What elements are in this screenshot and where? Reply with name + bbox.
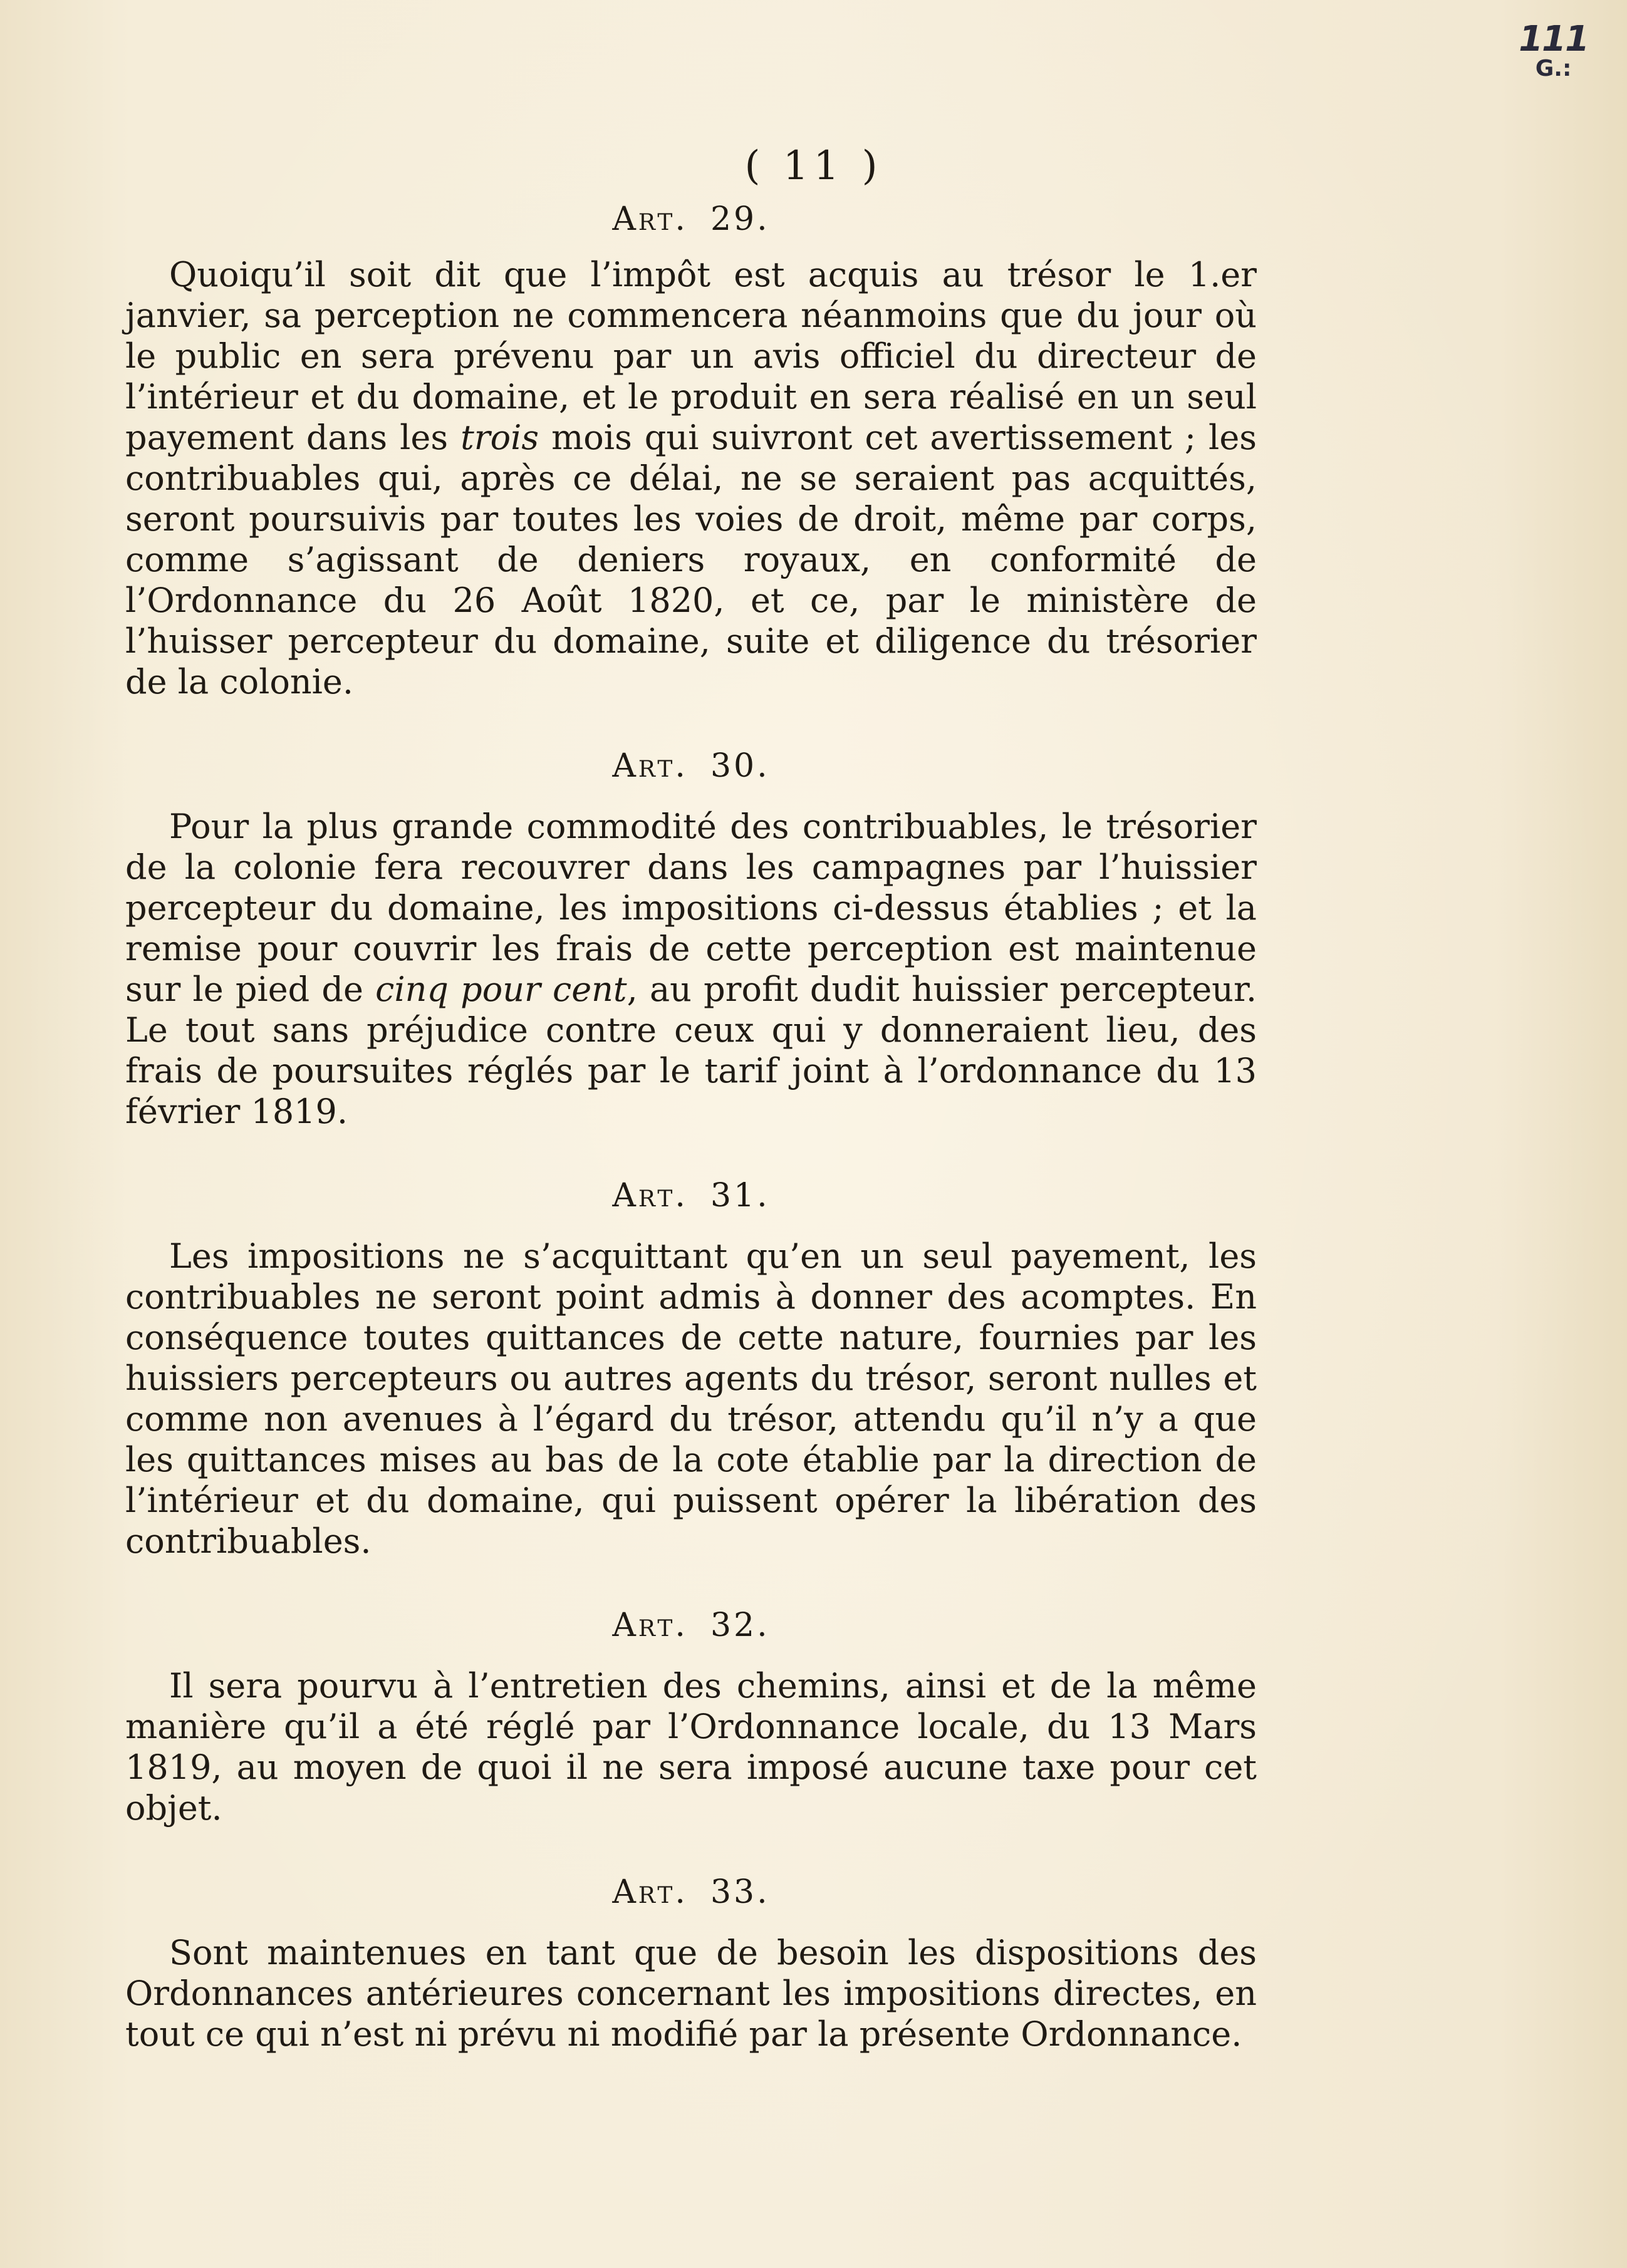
article-number: 31. bbox=[710, 1177, 770, 1214]
article-label: Art. bbox=[612, 747, 688, 785]
article-heading bbox=[125, 200, 1257, 238]
article-32 bbox=[125, 1607, 1257, 1828]
article-heading bbox=[125, 1873, 1257, 1911]
folio-mark bbox=[1519, 19, 1588, 81]
article-number: 30. bbox=[710, 747, 770, 785]
article-label: Art. bbox=[612, 1873, 688, 1911]
article-30 bbox=[125, 747, 1257, 1132]
article-31 bbox=[125, 1177, 1257, 1561]
article-body bbox=[125, 806, 1257, 1132]
article-text-part: Sont maintenues en tant que de besoin les dispositions des Ordonnances antérieures concernant les impositions directes, en tout ce qui n’est ni prévu ni modifié par la présente Ordonnance. bbox=[125, 1933, 1257, 2054]
article-body bbox=[125, 1665, 1257, 1828]
article-body bbox=[125, 1236, 1257, 1561]
article-number: 32. bbox=[710, 1607, 770, 1644]
article-label: Art. bbox=[612, 1607, 688, 1644]
article-text-part: Pour la plus grande commodité des contribuables, le trésorier de la colonie fera recouvrer dans les campagnes par l’huissier percepteur du domaine, les impositions ci-dessus établies ; et la remise pour couvrir les frais de cette perception est maintenue sur le pied de bbox=[125, 807, 1257, 1009]
page-number: ( 11 ) bbox=[744, 143, 883, 189]
article-text-part: cinq pour cent bbox=[375, 970, 627, 1009]
article-text-part: trois bbox=[460, 418, 539, 457]
article-label: Art. bbox=[612, 200, 688, 238]
article-text-part: , au profit dudit huissier percepteur. Le tout sans préjudice contre ceux qui y donneraient lieu, des frais de poursuites réglés par le tarif joint à l’ordonnance du 13 février 1819. bbox=[125, 970, 1257, 1131]
article-text-part: mois qui suivront cet avertissement ; les contribuables qui, après ce délai, ne se seraient pas acquittés, seront poursuivis par toutes les voies de droit, même par corps, comme s’agissant de deniers royaux, en conformité de l’Ordonnance du 26 Août 1820, et ce, par le ministère de l’huisser percepteur du domaine, suite et diligence du trésorier de la colonie. bbox=[125, 418, 1257, 702]
article-text-part: Les impositions ne s’acquittant qu’en un seul payement, les contribuables ne seront point admis à donner des acomptes. En conséquence toutes quittances de cette nature, fournies par les huissiers percepteurs ou autres agents du trésor, seront nulles et comme non avenues à l’égard du trésor, attendu qu’il n’y a que les quittances mises au bas de la cote établie par la direction de l’intérieur et du domaine, qui puissent opérer la libération des contribuables. bbox=[125, 1236, 1257, 1561]
article-body bbox=[125, 1932, 1257, 2054]
article-body bbox=[125, 254, 1257, 702]
article-33 bbox=[125, 1873, 1257, 2054]
article-heading bbox=[125, 1607, 1257, 1644]
article-label: Art. bbox=[612, 1177, 688, 1214]
article-list bbox=[125, 200, 1257, 2054]
folio-number: 111 bbox=[1519, 19, 1588, 60]
article-number: 29. bbox=[710, 200, 770, 238]
folio-sub-mark: G.: bbox=[1535, 56, 1572, 81]
article-number: 33. bbox=[710, 1873, 770, 1911]
article-text-part: Quoiqu’il soit dit que l’impôt est acquis au trésor le 1.er janvier, sa perception ne commencera néanmoins que du jour où le public en sera prévenu par un avis officiel du directeur de l’intérieur et du domaine, et le produit en sera réalisé en un seul payement dans les bbox=[125, 255, 1257, 457]
article-29 bbox=[125, 200, 1257, 702]
article-heading bbox=[125, 1177, 1257, 1214]
article-text-part: Il sera pourvu à l’entretien des chemins, ainsi et de la même manière qu’il a été réglé par l’Ordonnance locale, du 13 Mars 1819, au moyen de quoi il ne sera imposé aucune taxe pour cet objet. bbox=[125, 1666, 1257, 1828]
article-heading bbox=[125, 747, 1257, 785]
